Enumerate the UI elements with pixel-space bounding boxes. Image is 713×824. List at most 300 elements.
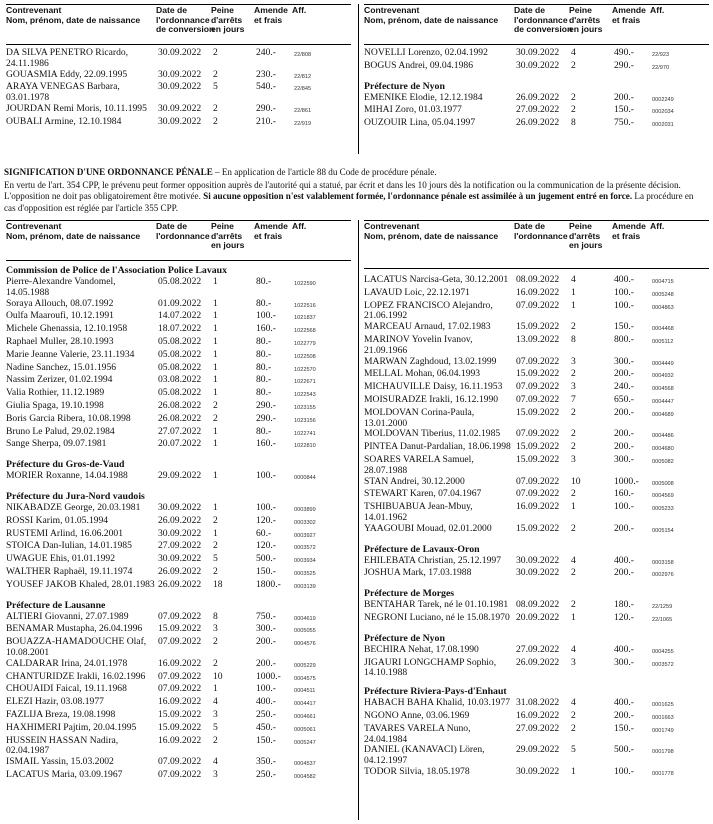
cell-peine: 5 bbox=[213, 721, 218, 733]
cell-peine: 5 bbox=[213, 553, 218, 565]
cell-date: 15.09.2022 bbox=[158, 708, 202, 720]
cell-aff: 22/919 bbox=[294, 120, 312, 127]
cell-name: MARCEAU Arnaud, 17.02.1983 bbox=[364, 321, 491, 333]
table-row bbox=[364, 711, 702, 724]
cell-aff: 0004582 bbox=[294, 773, 316, 780]
cell-date: 05.08.2022 bbox=[158, 335, 202, 347]
cell-amende: 500.- bbox=[614, 744, 634, 756]
cell-peine: 1 bbox=[213, 387, 218, 399]
entries-table bbox=[6, 48, 344, 130]
cell-aff: 0005112 bbox=[652, 338, 674, 345]
cell-peine: 2 bbox=[571, 522, 576, 534]
cell-peine: 1 bbox=[571, 299, 576, 311]
table-row bbox=[6, 48, 344, 70]
cell-amende: 80.- bbox=[256, 387, 272, 399]
table-row bbox=[6, 567, 344, 580]
cell-aff: 0004568 bbox=[652, 386, 674, 393]
cell-name: TSHIBUABUA Jean-Mbuy, 14.01.1962 bbox=[364, 501, 473, 523]
cell-date: 30.09.2022 bbox=[158, 102, 202, 114]
cell-amende: 290.- bbox=[256, 412, 276, 424]
cell-peine: 1 bbox=[213, 501, 218, 513]
cell-aff: 22/808 bbox=[294, 52, 312, 58]
cell-aff: 0005233 bbox=[652, 506, 674, 513]
cell-peine: 2 bbox=[571, 428, 576, 440]
notice-title: SIGNIFICATION D'UNE ORDONNANCE PÉNALE bbox=[4, 167, 213, 177]
cell-aff: 22/970 bbox=[652, 64, 670, 71]
cell-date: 08.09.2022 bbox=[516, 599, 560, 611]
table-row bbox=[364, 335, 702, 357]
cell-name: CHOUAIDI Faical, 19.11.1968 bbox=[6, 683, 127, 695]
cell-name: Marie Jeanne Valerie, 23.11.1934 bbox=[6, 348, 135, 360]
notice-body-bold: Si aucune opposition n'est valablement formée, l'ordonnance pénale est assimilée à un jugement entré en force. bbox=[203, 191, 633, 202]
cell-amende: 100.- bbox=[614, 501, 634, 513]
cell-amende: 290.- bbox=[256, 102, 276, 114]
cell-name: YOUSEF JAKOB Khaled, 28.01.1983 bbox=[6, 578, 155, 590]
cell-date: 16.09.2022 bbox=[158, 734, 202, 746]
cell-peine: 3 bbox=[571, 453, 576, 465]
cell-aff: 0003158 bbox=[652, 559, 674, 566]
cell-date: 26.09.2022 bbox=[158, 514, 202, 526]
cell-amende: 150.- bbox=[614, 104, 634, 116]
cell-peine: 1 bbox=[213, 683, 218, 695]
cell-amende: 150.- bbox=[256, 734, 276, 746]
cell-aff: 0004569 bbox=[652, 493, 674, 500]
header-aff: Aff. bbox=[292, 5, 307, 15]
cell-name: MARWAN Zaghdoud, 13.02.1999 bbox=[364, 355, 497, 367]
cell-aff: 0005248 bbox=[652, 291, 674, 298]
cell-date: 15.09.2022 bbox=[516, 368, 560, 380]
cell-name: ISMAIL Yassin, 15.03.2002 bbox=[6, 756, 114, 768]
cell-amende: 400.- bbox=[256, 696, 276, 708]
cell-name: OUBALI Armine, 12.10.1984 bbox=[6, 115, 122, 127]
cell-peine: 8 bbox=[213, 610, 218, 622]
cell-aff: 0004255 bbox=[652, 648, 674, 655]
table-row bbox=[364, 118, 702, 131]
table-row bbox=[6, 414, 344, 427]
table-row bbox=[364, 767, 702, 780]
table-row bbox=[364, 61, 702, 74]
table-row bbox=[364, 395, 702, 408]
cell-amende: 400.- bbox=[614, 643, 634, 655]
table-row bbox=[364, 745, 702, 767]
cell-aff: 0004449 bbox=[652, 360, 674, 367]
cell-date: 30.09.2022 bbox=[158, 81, 202, 93]
cell-peine: 2 bbox=[213, 636, 218, 648]
cell-amende: 450.- bbox=[256, 721, 276, 733]
cell-aff: 1023155 bbox=[294, 404, 316, 411]
cell-peine: 4 bbox=[571, 274, 576, 285]
cell-date: 07.09.2022 bbox=[158, 636, 202, 648]
cell-peine: 2 bbox=[571, 567, 576, 579]
cell-peine: 10 bbox=[213, 670, 223, 682]
cell-name: Michele Ghenassia, 12.10.1958 bbox=[6, 323, 128, 335]
cell-name: MORIER Roxanne, 14.04.1988 bbox=[6, 470, 128, 482]
cell-date: 26.08.2022 bbox=[158, 412, 202, 424]
cell-name: TAVARES VARELA Nuno, 24.04.1984 bbox=[364, 722, 471, 745]
cell-peine: 4 bbox=[571, 643, 576, 655]
table-row bbox=[6, 503, 344, 516]
cell-date: 26.09.2022 bbox=[516, 656, 560, 668]
header-date: Date de l'ordonnance bbox=[514, 221, 568, 241]
header-date: Date de l'ordonnance bbox=[156, 221, 210, 241]
cell-peine: 2 bbox=[213, 657, 218, 669]
cell-amende: 400.- bbox=[614, 274, 634, 285]
table-row bbox=[6, 659, 344, 672]
cell-peine: 2 bbox=[213, 47, 218, 58]
cell-peine: 2 bbox=[571, 406, 576, 418]
cell-amende: 200.- bbox=[256, 657, 276, 669]
cell-name: MOLDOVAN Tiberius, 11.02.1985 bbox=[364, 428, 501, 440]
cell-amende: 80.- bbox=[256, 348, 272, 360]
cell-date: 07.09.2022 bbox=[158, 683, 202, 695]
cell-aff: 0002034 bbox=[652, 109, 674, 116]
cell-name: EHILEBATA Christian, 25.12.1997 bbox=[364, 554, 501, 566]
table-row bbox=[364, 502, 702, 524]
top-right-column bbox=[364, 6, 709, 131]
entries-table bbox=[364, 275, 702, 537]
cell-amende: 150.- bbox=[256, 565, 276, 577]
table-row bbox=[6, 439, 344, 452]
bottom-right-column bbox=[364, 222, 709, 780]
cell-aff: 1022810 bbox=[294, 443, 316, 450]
cell-aff: 0005247 bbox=[294, 739, 316, 746]
section-title: Préfecture de Morges bbox=[364, 588, 455, 600]
cell-peine: 7 bbox=[571, 393, 576, 405]
cell-aff: 0002976 bbox=[652, 572, 674, 579]
cell-name: STAN Andrei, 30.12.2000 bbox=[364, 475, 465, 487]
cell-amende: 300.- bbox=[614, 453, 634, 465]
cell-peine: 4 bbox=[213, 696, 218, 708]
cell-date: 01.09.2022 bbox=[158, 297, 202, 309]
section-title: Préfecture Riviera-Pays-d'Enhaut bbox=[364, 686, 507, 698]
cell-aff: 1022516 bbox=[294, 302, 316, 309]
cell-aff: 0003139 bbox=[294, 583, 316, 590]
cell-aff: 1022779 bbox=[294, 340, 316, 347]
header-rule bbox=[364, 268, 709, 269]
cell-amende: 1800.- bbox=[256, 578, 281, 590]
cell-name: UWAGUE Ehis, 01.01.1992 bbox=[6, 553, 115, 565]
cell-peine: 2 bbox=[571, 722, 576, 734]
cell-date: 07.09.2022 bbox=[516, 488, 560, 500]
entries-table bbox=[364, 698, 702, 780]
entries-table bbox=[364, 556, 702, 582]
cell-date: 31.08.2022 bbox=[516, 697, 560, 709]
cell-aff: 0004575 bbox=[294, 675, 316, 682]
cell-date: 16.09.2022 bbox=[516, 709, 560, 721]
cell-peine: 1 bbox=[213, 374, 218, 386]
cell-amende: 180.- bbox=[614, 599, 634, 611]
cell-amende: 210.- bbox=[256, 115, 276, 127]
cell-aff: 0004689 bbox=[652, 411, 674, 418]
cell-name: HABACH BAHA Khalid, 10.03.1977 bbox=[364, 697, 511, 709]
cell-date: 27.09.2022 bbox=[516, 104, 560, 116]
cell-aff: 0002031 bbox=[652, 122, 674, 129]
cell-peine: 1 bbox=[571, 286, 576, 298]
cell-aff: 0003899 bbox=[294, 506, 316, 513]
table-row bbox=[6, 580, 344, 593]
table-row bbox=[364, 48, 702, 61]
entries-table bbox=[364, 645, 702, 679]
cell-aff: 0004576 bbox=[294, 641, 316, 648]
table-row bbox=[6, 117, 344, 130]
cell-peine: 3 bbox=[571, 381, 576, 393]
cell-name: Bruno Le Palud, 29.02.1984 bbox=[6, 425, 115, 437]
cell-date: 15.09.2022 bbox=[516, 321, 560, 333]
bottom-left-column bbox=[6, 222, 351, 783]
cell-date: 26.09.2022 bbox=[158, 565, 202, 577]
section-title: Commission de Police de l'Association Police Lavaux bbox=[6, 265, 227, 276]
cell-aff: 1022671 bbox=[294, 379, 316, 386]
header-rule bbox=[6, 260, 351, 261]
section-title: Préfecture de Lausanne bbox=[6, 599, 106, 611]
cell-date: 05.08.2022 bbox=[158, 276, 202, 287]
cell-date: 15.09.2022 bbox=[516, 441, 560, 453]
cell-name: Sange Sherpa, 09.07.1981 bbox=[6, 438, 107, 450]
cell-peine: 2 bbox=[571, 59, 576, 71]
cell-date: 07.09.2022 bbox=[158, 670, 202, 682]
cell-name: GOUASMIA Eddy, 22.09.1995 bbox=[6, 68, 128, 80]
cell-amende: 120.- bbox=[256, 540, 276, 552]
cell-peine: 1 bbox=[571, 501, 576, 513]
cell-aff: 1022741 bbox=[294, 430, 316, 437]
cell-peine: 2 bbox=[571, 599, 576, 611]
cell-amende: 150.- bbox=[614, 321, 634, 333]
cell-peine: 8 bbox=[571, 333, 576, 345]
cell-name: JOURDAN Remi Moris, 10.11.1995 bbox=[6, 102, 147, 114]
cell-amende: 60.- bbox=[256, 527, 272, 539]
cell-date: 07.09.2022 bbox=[158, 756, 202, 768]
header-date: Date de l'ordonnance de conversion bbox=[156, 5, 215, 34]
cell-peine: 8 bbox=[571, 117, 576, 129]
cell-amende: 540.- bbox=[256, 81, 276, 93]
cell-name: Nadine Sanchez, 15.01.1956 bbox=[6, 361, 117, 373]
cell-aff: 1022508 bbox=[294, 353, 316, 360]
cell-peine: 2 bbox=[571, 321, 576, 333]
cell-date: 26.09.2022 bbox=[158, 578, 202, 590]
header-name: Contrevenant Nom, prénom, date de naissance bbox=[364, 5, 499, 25]
cell-name: TODOR Silvia, 18.05.1978 bbox=[364, 765, 470, 777]
top-left-column bbox=[6, 6, 351, 130]
cell-date: 07.09.2022 bbox=[158, 768, 202, 780]
cell-amende: 160.- bbox=[256, 438, 276, 450]
cell-peine: 18 bbox=[213, 578, 223, 590]
cell-amende: 200.- bbox=[614, 91, 634, 103]
cell-amende: 800.- bbox=[614, 333, 634, 345]
cell-amende: 1000.- bbox=[256, 670, 281, 682]
cell-date: 13.09.2022 bbox=[516, 333, 560, 345]
cell-name: NOVELLI Lorenzo, 02.04.1992 bbox=[364, 47, 488, 58]
cell-aff: 0000844 bbox=[294, 475, 316, 482]
header-date: Date de l'ordonnance de conversion bbox=[514, 5, 573, 34]
cell-date: 15.09.2022 bbox=[158, 721, 202, 733]
cell-peine: 4 bbox=[213, 756, 218, 768]
cell-date: 27.09.2022 bbox=[516, 722, 560, 734]
cell-amende: 120.- bbox=[256, 514, 276, 526]
cell-aff: 0002249 bbox=[652, 96, 674, 103]
cell-aff: 0004417 bbox=[294, 701, 316, 708]
cell-aff: 0005229 bbox=[294, 662, 316, 669]
cell-name: BOUAZZA-HAMADOUCHE Olaf, 10.08.2001 bbox=[6, 636, 147, 658]
cell-aff: 22/861 bbox=[294, 107, 312, 114]
cell-aff: 0004680 bbox=[652, 446, 674, 453]
table-row bbox=[6, 471, 344, 484]
cell-aff: 1022590 bbox=[294, 281, 316, 287]
header-aff: Aff. bbox=[650, 5, 665, 15]
table-row bbox=[6, 104, 344, 117]
cell-peine: 3 bbox=[213, 768, 218, 780]
cell-date: 07.09.2022 bbox=[516, 299, 560, 311]
table-row bbox=[6, 736, 344, 758]
cell-aff: 0001778 bbox=[652, 770, 674, 777]
cell-date: 16.09.2022 bbox=[158, 696, 202, 708]
cell-peine: 5 bbox=[213, 81, 218, 93]
cell-amende: 200.- bbox=[614, 709, 634, 721]
cell-name: NEGRONI Luciano, né le 15.08.1970 bbox=[364, 611, 510, 623]
cell-peine: 5 bbox=[571, 744, 576, 756]
cell-peine: 2 bbox=[213, 68, 218, 80]
cell-aff: 0004932 bbox=[652, 373, 674, 380]
cell-amende: 750.- bbox=[256, 610, 276, 622]
cell-aff: 0004715 bbox=[652, 279, 674, 285]
entries-table bbox=[364, 48, 702, 74]
cell-amende: 80.- bbox=[256, 335, 272, 347]
cell-amende: 100.- bbox=[256, 310, 276, 322]
cell-date: 05.08.2022 bbox=[158, 348, 202, 360]
cell-date: 29.09.2022 bbox=[158, 470, 202, 482]
cell-date: 18.07.2022 bbox=[158, 323, 202, 335]
cell-aff: 0004537 bbox=[294, 761, 316, 768]
cell-peine: 1 bbox=[213, 335, 218, 347]
cell-name: FAZLIJA Breza, 19.08.1998 bbox=[6, 708, 116, 720]
cell-name: NIKABADZE George, 20.03.1981 bbox=[6, 501, 141, 513]
cell-peine: 2 bbox=[213, 540, 218, 552]
cell-amende: 500.- bbox=[256, 553, 276, 565]
cell-name: HUSSEIN HASSAN Nadira, 02.04.1987 bbox=[6, 734, 119, 757]
table-row bbox=[364, 275, 702, 288]
cell-name: OUZOUIR Lina, 05.04.1997 bbox=[364, 117, 476, 129]
cell-date: 26.08.2022 bbox=[158, 399, 202, 411]
cell-name: MIHAI Zoro, 01.03.1977 bbox=[364, 104, 462, 116]
cell-date: 03.08.2022 bbox=[158, 374, 202, 386]
cell-peine: 2 bbox=[213, 412, 218, 424]
cell-peine: 1 bbox=[571, 611, 576, 623]
cell-amende: 100.- bbox=[256, 683, 276, 695]
table-row bbox=[364, 301, 702, 323]
cell-peine: 2 bbox=[213, 734, 218, 746]
cell-peine: 2 bbox=[571, 488, 576, 500]
cell-name: Giulia Spaga, 19.10.1998 bbox=[6, 399, 104, 411]
cell-date: 16.09.2022 bbox=[516, 501, 560, 513]
table-header bbox=[6, 222, 351, 258]
cell-name: BENTAHAR Tarek, né le 01.10.1981 bbox=[364, 599, 509, 611]
cell-date: 15.09.2022 bbox=[516, 522, 560, 534]
cell-amende: 240.- bbox=[614, 381, 634, 393]
header-peine: Peine d'arrêts en jours bbox=[211, 221, 245, 250]
cell-aff: 0001798 bbox=[652, 749, 674, 756]
cell-aff: 0003572 bbox=[294, 545, 316, 552]
cell-peine: 4 bbox=[571, 47, 576, 58]
cell-name: BENAMAR Mustapha, 26.04.1996 bbox=[6, 623, 143, 635]
cell-aff: 0005008 bbox=[652, 480, 674, 487]
table-row bbox=[6, 723, 344, 736]
cell-date: 30.09.2022 bbox=[516, 47, 560, 58]
cell-peine: 3 bbox=[213, 708, 218, 720]
cell-name: ELEZI Hazir, 03.08.1977 bbox=[6, 696, 104, 708]
cell-name: Raphael Muller, 28.10.1993 bbox=[6, 335, 114, 347]
cell-peine: 1 bbox=[213, 348, 218, 360]
header-name: Contrevenant Nom, prénom, date de naissance bbox=[6, 5, 141, 25]
cell-amende: 240.- bbox=[256, 47, 276, 58]
cell-name: Soraya Allouch, 08.07.1992 bbox=[6, 297, 114, 309]
cell-aff: 0004619 bbox=[294, 615, 316, 622]
cell-aff: 0004511 bbox=[294, 688, 316, 695]
cell-peine: 1 bbox=[213, 527, 218, 539]
cell-amende: 200.- bbox=[614, 368, 634, 380]
cell-name: BOGUS Andrei, 09.04.1986 bbox=[364, 59, 473, 71]
cell-peine: 2 bbox=[213, 115, 218, 127]
cell-amende: 200.- bbox=[614, 567, 634, 579]
cell-amende: 290.- bbox=[256, 399, 276, 411]
cell-amende: 160.- bbox=[256, 323, 276, 335]
cell-date: 14.07.2022 bbox=[158, 310, 202, 322]
entries-table bbox=[364, 93, 702, 131]
cell-name: LAVAUD Loic, 22.12.1971 bbox=[364, 286, 470, 298]
cell-name: JOSHUA Mark, 17.03.1988 bbox=[364, 567, 472, 579]
table-row bbox=[364, 408, 702, 430]
table-row bbox=[364, 455, 702, 477]
cell-date: 05.08.2022 bbox=[158, 387, 202, 399]
cell-name: MOISURADZE Irakli, 16.12.1990 bbox=[364, 393, 499, 405]
table-row bbox=[6, 337, 344, 350]
section-title: Préfecture du Jura-Nord vaudois bbox=[6, 490, 145, 502]
entries-table bbox=[6, 471, 344, 484]
cell-amende: 100.- bbox=[256, 501, 276, 513]
cell-aff: 22/812 bbox=[294, 73, 312, 80]
cell-amende: 750.- bbox=[614, 117, 634, 129]
cell-name: Valia Rothier, 11.12.1989 bbox=[6, 387, 105, 399]
table-header bbox=[364, 222, 709, 266]
cell-amende: 650.- bbox=[614, 393, 634, 405]
cell-aff: 0005061 bbox=[294, 726, 316, 733]
cell-aff: 22/1259 bbox=[652, 604, 673, 611]
cell-aff: 0004863 bbox=[652, 304, 674, 311]
cell-peine: 1 bbox=[213, 438, 218, 450]
cell-amende: 200.- bbox=[614, 406, 634, 418]
cell-amende: 200.- bbox=[614, 428, 634, 440]
cell-peine: 1 bbox=[571, 765, 576, 777]
cell-amende: 160.- bbox=[614, 488, 634, 500]
entries-table bbox=[6, 277, 344, 452]
cell-date: 26.09.2022 bbox=[516, 117, 560, 129]
cell-peine: 2 bbox=[213, 565, 218, 577]
cell-amende: 350.- bbox=[256, 756, 276, 768]
cell-amende: 490.- bbox=[614, 47, 634, 58]
table-row bbox=[6, 637, 344, 659]
cell-amende: 300.- bbox=[614, 656, 634, 668]
cell-peine: 1 bbox=[213, 276, 218, 287]
section-title: Préfecture de Nyon bbox=[364, 632, 445, 644]
table-row bbox=[6, 82, 344, 104]
cell-peine: 2 bbox=[571, 91, 576, 103]
cell-peine: 1 bbox=[213, 425, 218, 437]
cell-name: MICHAUVILLE Daisy, 16.11.1953 bbox=[364, 381, 503, 393]
cell-name: MELLAL Mohan, 06.04.1993 bbox=[364, 368, 481, 380]
cell-date: 27.07.2022 bbox=[158, 425, 202, 437]
table-row bbox=[6, 697, 344, 710]
cell-peine: 2 bbox=[571, 104, 576, 116]
cell-date: 29.09.2022 bbox=[516, 744, 560, 756]
cell-aff: 0003302 bbox=[294, 519, 316, 526]
